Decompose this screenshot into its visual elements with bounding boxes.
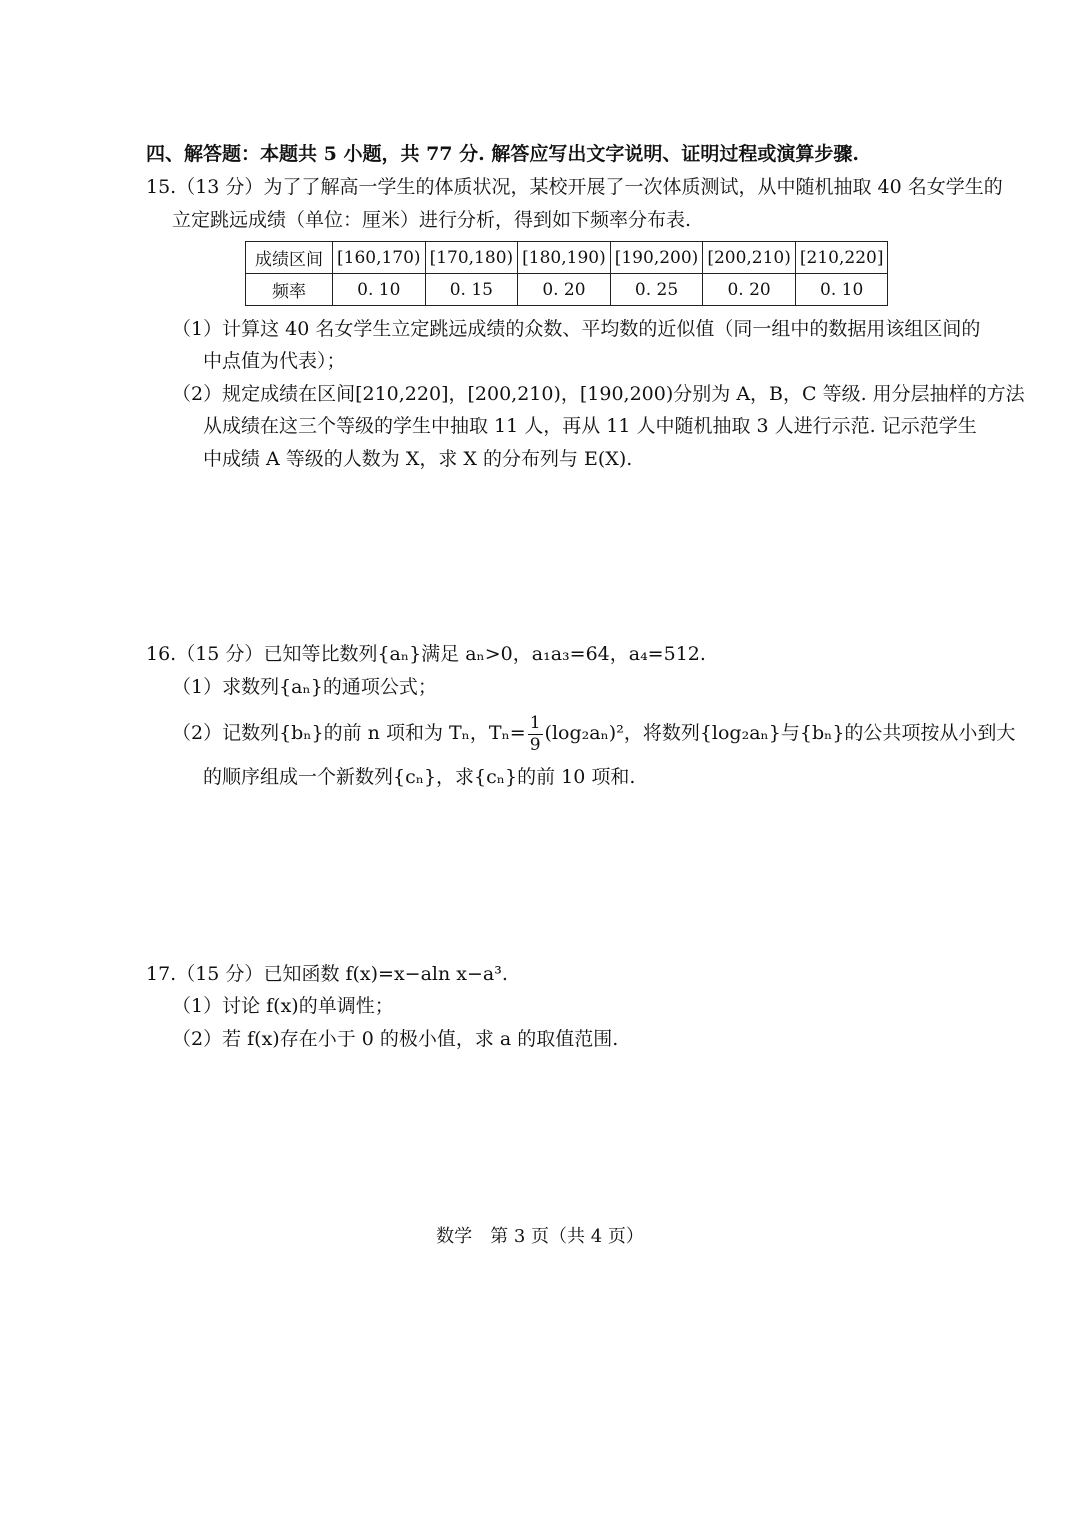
q16-part2-line-1 [172, 710, 1015, 756]
q17-number: 17. [146, 963, 177, 985]
q16-number: 16. [146, 643, 177, 665]
q17-intro [146, 961, 508, 987]
q15-part1-line-1: （1）计算这 40 名女学生立定跳远成绩的众数、平均数的近似值（同一组中的数据用该组区间的 [172, 318, 981, 340]
q15-points: （13 分） [176, 176, 264, 198]
table-header-label: 成绩区间 [246, 242, 333, 274]
table-frequency-cell: 0. 20 [703, 274, 796, 306]
q16-text: 已知等比数列{aₙ}满足 aₙ>0，a₁a₃=64，a₄=512. [263, 643, 706, 665]
table-row-label: 频率 [246, 274, 333, 306]
q15-number: 15. [146, 176, 177, 198]
q17-part2: （2）若 f(x)存在小于 0 的极小值，求 a 的取值范围. [172, 1028, 619, 1050]
q15-intro-line-1 [146, 174, 1003, 200]
table-interval-cell: [180,190) [518, 242, 611, 274]
page-footer: 数学 第 3 页（共 4 页） [436, 1226, 644, 1247]
q15-part2-line-3: 中成绩 A 等级的人数为 X，求 X 的分布列与 E(X). [203, 448, 633, 470]
q16-part2-line-2: 的顺序组成一个新数列{cₙ}，求{cₙ}的前 10 项和. [203, 766, 636, 788]
q15-part2-line-2: 从成绩在这三个等级的学生中抽取 11 人，再从 11 人中随机抽取 3 人进行示范. 记示范学生 [203, 415, 977, 437]
q17-text: 已知函数 f(x)=x−aln x−a³. [263, 963, 508, 985]
q15-part2-line-1: （2）规定成绩在区间[210,220]，[200,210)，[190,200)分别为 A，B，C 等级. 用分层抽样的方法 [172, 383, 1025, 405]
table-frequency-cell: 0. 20 [518, 274, 611, 306]
table-frequency-cell: 0. 10 [333, 274, 426, 306]
q16-points: （15 分） [176, 643, 264, 665]
q16-part2-prefix: （2）记数列{bₙ}的前 n 项和为 Tₙ，Tₙ= [172, 722, 526, 744]
table-frequency-cell: 0. 15 [425, 274, 518, 306]
table-interval-cell: [170,180) [425, 242, 518, 274]
section-header: 四、解答题：本题共 5 小题，共 77 分. 解答应写出文字说明、证明过程或演算步骤. [146, 143, 859, 165]
table-frequency-cell: 0. 25 [610, 274, 703, 306]
table-row [246, 242, 888, 274]
q17-points: （15 分） [176, 963, 264, 985]
q15-intro-line-2: 立定跳远成绩（单位：厘米）进行分析，得到如下频率分布表. [172, 209, 692, 231]
q16-intro [146, 641, 706, 667]
table-frequency-cell: 0. 10 [795, 274, 888, 306]
table-interval-cell: [190,200) [610, 242, 703, 274]
q15-part1-line-2: 中点值为代表）； [203, 350, 346, 372]
fraction-numerator: 1 [529, 712, 541, 733]
q16-part2-suffix: (log₂aₙ)²，将数列{log₂aₙ}与{bₙ}的公共项按从小到大 [544, 722, 1016, 744]
table-row [246, 274, 888, 306]
q15-text-1: 为了了解高一学生的体质状况，某校开展了一次体质测试，从中随机抽取 40 名女学生的 [263, 176, 1003, 198]
table-interval-cell: [200,210) [703, 242, 796, 274]
q17-part1: （1）讨论 f(x)的单调性； [172, 995, 394, 1017]
table-interval-cell: [210,220] [795, 242, 888, 274]
q16-part1: （1）求数列{aₙ}的通项公式； [172, 676, 437, 698]
fraction [528, 712, 543, 755]
table-interval-cell: [160,170) [333, 242, 426, 274]
fraction-denominator: 9 [529, 734, 541, 755]
frequency-table [245, 241, 888, 306]
